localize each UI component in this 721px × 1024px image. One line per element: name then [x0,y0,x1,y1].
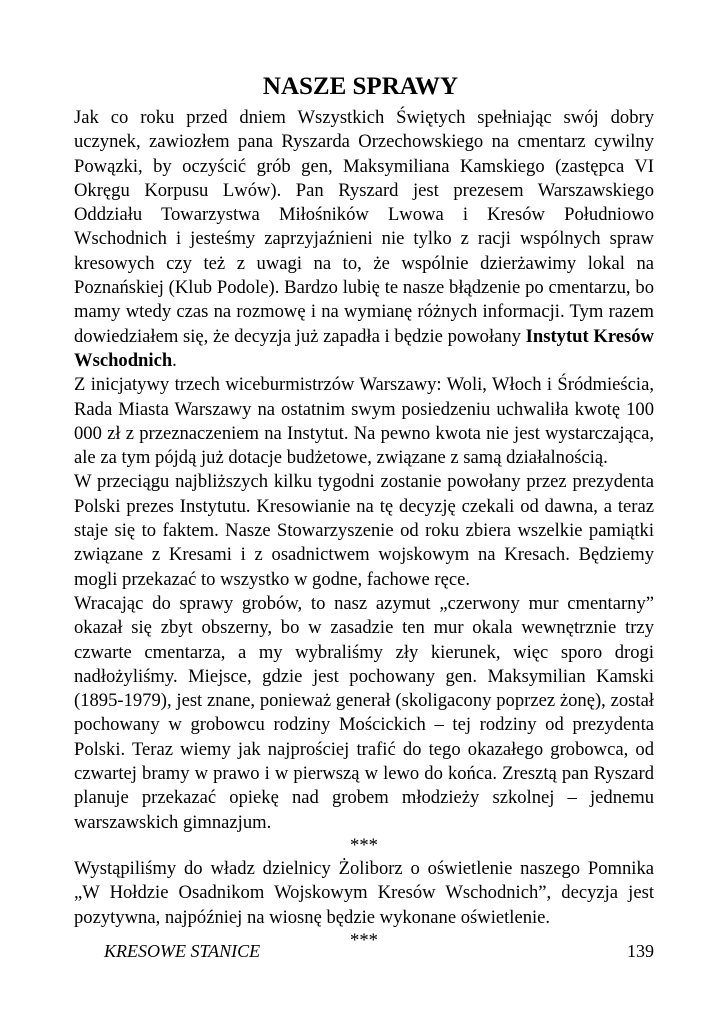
paragraph-4: Wracając do sprawy grobów, to nasz azymut „czerwony mur cmentarny” okazał się zbyt obszerny, bo w zasadzie ten mur okala wewnętrznie trzy czwarte cmentarza, a my wybraliśmy zły kierunek, więc sporo drogi nadłożyliśmy. Miejsce, gdzie jest pochowany gen. Maksymilian Kamski (1895-1979), jest znane, ponieważ generał (skoligacony poprzez żonę), został pochowany w grobowcu rodziny Mościckich – tej rodziny od prezydenta Polski. Teraz wiemy jak najprościej trafić do tego okazałego grobowca, od czwartej bramy w prawo i w pierwszą w lewo do końca. Zresztą pan Ryszard planuje przekazać opiekę nad grobem młodzieży szkolnej – jednemu warszawskich gimnazjum. [74,592,654,833]
paragraph-2: Z inicjatywy trzech wiceburmistrzów Warszawy: Woli, Włoch i Śródmieścia, Rada Miasta Warszawy na ostatnim swym posiedzeniu uchwaliła kwotę 100 000 zł z przeznaczeniem na Instytut. Na pewno kwota nie jest wystarczająca, ale za tym pójdą już dotacje budżetowe, związane z samą działalnością. [74,374,654,469]
section-separator-1: *** [350,834,378,856]
paragraph-1-end: . [172,349,177,371]
paragraph-5: Wystąpiliśmy do władz dzielnicy Żoliborz o oświetlenie naszego Pomnika „W Hołdzie Osadnikom Wojskowym Kresów Wschodnich”, decyzja jest pozytywna, najpóźniej na wiosnę będzie wykonane oświetlenie. [74,857,654,928]
institute-name-bold: Instytut Kresów Wschodnich [74,325,654,371]
page-title: NASZE SPRAWY [262,73,459,100]
paragraph-1-text: Jak co roku przed dniem Wszystkich Świętych spełniając swój dobry uczynek, zawiozłem pana Ryszarda Orzechowskiego na cmentarz cywilny Powązki, by oczyścić grób gen, Maksymiliana Kamskiego (zastępca VI Okręgu Korpusu Lwów). Pan Ryszard jest prezesem Warszawskiego Oddziału Towarzystwa Miłośników Lwowa i Kresów Południowo Wschodnich i jesteśmy zaprzyjaźnieni nie tylko z racji wspólnych spraw kresowych czy też z uwagi na to, że wspólnie dzierżawimy lokal na Poznańskiej (Klub Podole). Bardzo lubię te nasze błądzenie po cmentarzu, bo mamy wtedy czas na rozmowę i na wymianę różnych informacji. Tym razem dowiedziałem się, że decyzja już zapadła i będzie powołany [74,107,654,347]
article-body [74,106,654,952]
page-number: 139 [627,941,654,961]
paragraph-3: W przeciągu najbliższych kilku tygodni zostanie powołany przez prezydenta Polski prezes Instytutu. Kresowianie na tę decyzję czekali od dawna, a teraz staje się to faktem. Nasze Stowarzyszenie od roku zbiera wszelkie pamiątki związane z Kresami i z osadnictwem wojskowym na Kresach. Będziemy mogli przekazać to wszystko w godne, fachowe ręce. [74,471,654,590]
section-separator-2: *** [350,929,378,951]
paragraph-1 [74,106,654,373]
publication-name: KRESOWE STANICE [104,941,261,961]
page-footer [104,938,654,964]
